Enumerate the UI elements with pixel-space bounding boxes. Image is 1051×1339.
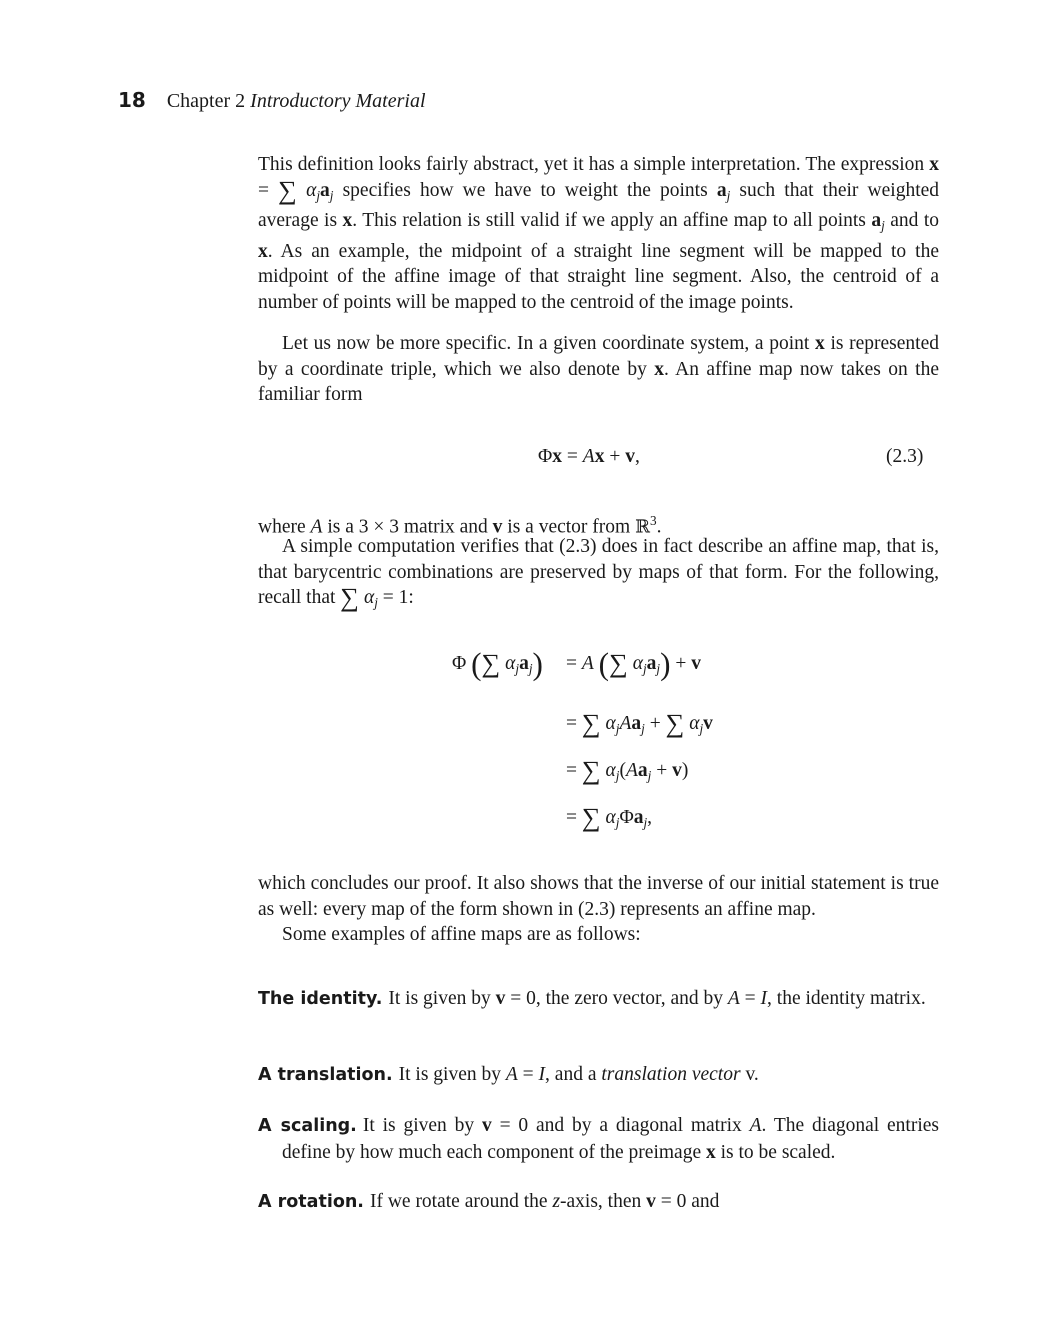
text-run: and to xyxy=(884,210,939,232)
derivation-line-3: = ∑ $\alpha_j(Aa_j + v)$ xyxy=(566,756,689,786)
chapter-label: Chapter 2 xyxy=(166,90,246,112)
term-identity: The identity. xyxy=(258,989,383,1009)
text-run: It is given by xyxy=(398,1064,506,1085)
text-run: If we rotate around the xyxy=(369,1191,553,1212)
text-run: . The diagonal entries define by how much each component of the preimage xyxy=(282,1115,939,1163)
text-run: A simple computation verifies that (2.3) does in fact describe an affine map, that is, that barycentric combinations are preserved by maps of that form. For the following, recall that xyxy=(258,536,939,609)
text-run: It is given by xyxy=(388,988,496,1009)
text-run: . An affine map now takes on the familiar form xyxy=(258,358,939,406)
derivation-line-1-rhs: = A (∑ $\alpha_ja_j) + v$ xyxy=(566,646,701,682)
paragraph-examples-intro xyxy=(258,922,939,948)
text-run: It is given by xyxy=(362,1115,482,1136)
term-rotation: A rotation. xyxy=(258,1192,364,1212)
example-scaling: A scaling. It is given by v = 0 and by a diagonal matrix A. The diagonal entries define by how much each component of the preimage x is to be scaled. xyxy=(258,1115,939,1163)
text-run: is a vector from xyxy=(502,516,636,538)
text-run: , the zero vector, and by xyxy=(535,988,728,1009)
example-rotation: A rotation. If we rotate around the z-axis, then v = 0 and xyxy=(258,1191,720,1212)
running-header xyxy=(118,88,426,113)
example-identity: The identity. It is given by v = 0, the zero vector, and by A = I, the identity matrix. xyxy=(258,988,926,1009)
derivation-line-2: = ∑ $\alpha_jAa_j$ + ∑ $\alpha_jv$ xyxy=(566,709,713,739)
text-run: such that their weighted average is xyxy=(258,179,940,232)
term-translation: A translation. xyxy=(258,1065,393,1085)
text-run: . This relation is still valid if we apply an affine map to all points xyxy=(352,210,872,232)
term-scaling: A scaling. xyxy=(258,1116,357,1136)
text-run: . As an example, the midpoint of a straight line segment will be mapped to the midpoint of the affine image of that straight line segment. Also, the centroid of a number of points will be mapped to the centroid of the image points. xyxy=(258,240,939,313)
text-run: is represented by a coordinate triple, which we also denote by xyxy=(258,333,939,380)
derivation-line-4: = ∑ $\alpha_j\Phi a_j$, xyxy=(566,803,653,833)
text-run: which concludes our proof. It also shows that the inverse of our initial statement is true as well: every map of the form shown in (2.3) represents an affine map. xyxy=(258,873,939,920)
paragraph-coordinate-form: Let us now be more specific. In a given coordinate system, a point x is represented by a coordinate triple, which we also denote by x. An affine map now takes on the familiar form xyxy=(258,333,939,406)
text-run: specifies how we have to weight the points xyxy=(333,179,717,201)
paragraph-conclusion xyxy=(258,871,939,922)
text-run: , and a xyxy=(545,1064,602,1085)
paragraph-computation: A simple computation verifies that (2.3) does in fact describe an affine map, that is, that barycentric combinations are preserved by maps of that form. For the following, recall that ∑ $\alpha_j = 1$: xyxy=(258,536,939,613)
text-run: is a 3 × 3 matrix and xyxy=(322,516,493,538)
text-run: -axis, then xyxy=(560,1191,647,1212)
text-run: is to be scaled. xyxy=(715,1141,836,1163)
text-run: , the identity matrix. xyxy=(767,988,926,1009)
text-run: and by a diagonal matrix xyxy=(528,1115,750,1136)
paragraph-matrix-definition: where A is a 3 × 3 matrix and v is a vector from ℝ$^3$. xyxy=(258,513,662,538)
derivation-line-1-lhs: Φ (∑ $\alpha_ja_j$) xyxy=(452,646,543,682)
text-run: Some examples of affine maps are as follows: xyxy=(282,924,641,945)
equation-affine-map: Φx = Ax + v, xyxy=(538,446,640,467)
equation-number: (2.3) xyxy=(886,446,924,467)
text-run: where xyxy=(258,516,311,538)
text-run: This definition looks fairly abstract, yet it has a simple interpretation. The expression xyxy=(258,154,930,175)
text-run: and xyxy=(686,1191,720,1212)
example-translation: A translation. It is given by A = I, and a translation vector v. xyxy=(258,1064,759,1085)
text-run: Let us now be more specific. In a given coordinate system, a point xyxy=(282,333,816,354)
text-run: v. xyxy=(740,1064,759,1085)
text-run: translation vector xyxy=(601,1064,741,1085)
chapter-title: Introductory Material xyxy=(250,90,426,112)
paragraph-interpretation: This definition looks fairly abstract, yet it has a simple interpretation. The expression x = ∑ $\alpha_ja_j$ specifies how we have to weight the points $a_j$ such that their weighted average is x. This relation is still valid if we apply an affine map to all points $a_j$ and to x. As an example, the midpoint of a straight line segment will be mapped to the midpoint of the affine image of that straight line segment. Also, the centroid of a number of points will be mapped to the centroid of the image points. xyxy=(258,154,940,313)
page-number: 18 xyxy=(118,88,146,112)
